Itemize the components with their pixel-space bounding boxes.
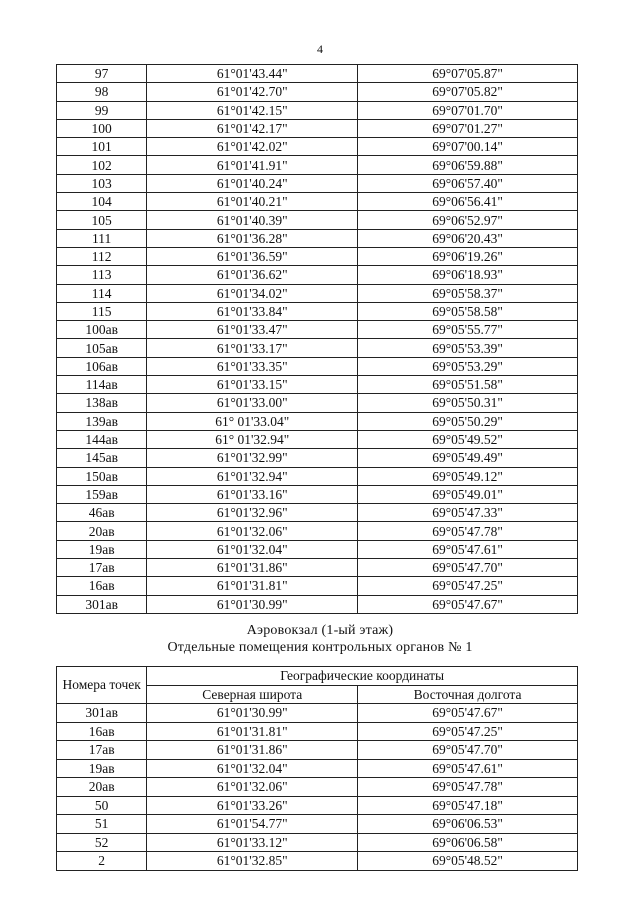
latitude-cell: 61°01'33.00" (147, 394, 358, 412)
point-number-cell: 98 (57, 83, 147, 101)
longitude-cell: 69°05'49.12" (358, 467, 578, 485)
latitude-cell: 61°01'31.81" (147, 722, 358, 741)
table-row (57, 357, 578, 375)
table-row (57, 796, 578, 815)
table-row (57, 174, 578, 192)
point-number-cell: 150ав (57, 467, 147, 485)
longitude-cell: 69°06'06.58" (358, 833, 578, 852)
longitude-cell: 69°06'19.26" (358, 247, 578, 265)
table-row (57, 467, 578, 485)
longitude-cell: 69°05'47.18" (358, 796, 578, 815)
longitude-cell: 69°05'47.25" (358, 577, 578, 595)
longitude-cell: 69°06'20.43" (358, 229, 578, 247)
latitude-cell: 61°01'32.99" (147, 449, 358, 467)
point-number-cell: 97 (57, 65, 147, 83)
point-number-cell: 301ав (57, 704, 147, 723)
point-number-cell: 138ав (57, 394, 147, 412)
longitude-cell: 69°07'05.82" (358, 83, 578, 101)
table-row (57, 156, 578, 174)
coordinates-table-top-body (57, 65, 578, 614)
longitude-cell: 69°05'58.58" (358, 302, 578, 320)
longitude-cell: 69°05'49.52" (358, 430, 578, 448)
point-number-cell: 144ав (57, 430, 147, 448)
longitude-cell: 69°05'53.39" (358, 339, 578, 357)
header-geo: Географические координаты (147, 667, 578, 686)
page-number: 4 (317, 42, 323, 56)
latitude-cell: 61°01'54.77" (147, 815, 358, 834)
latitude-cell: 61°01'36.28" (147, 229, 358, 247)
latitude-cell: 61°01'34.02" (147, 284, 358, 302)
latitude-cell: 61°01'32.94" (147, 467, 358, 485)
point-number-cell: 17ав (57, 741, 147, 760)
table-row (57, 266, 578, 284)
point-number-cell: 112 (57, 247, 147, 265)
header-row (57, 667, 578, 686)
longitude-cell: 69°06'52.97" (358, 211, 578, 229)
table-row (57, 247, 578, 265)
point-number-cell: 19ав (57, 540, 147, 558)
point-number-cell: 104 (57, 193, 147, 211)
table-row (57, 138, 578, 156)
longitude-cell: 69°05'47.78" (358, 522, 578, 540)
longitude-cell: 69°05'49.01" (358, 485, 578, 503)
latitude-cell: 61°01'32.04" (147, 759, 358, 778)
longitude-cell: 69°05'50.29" (358, 412, 578, 430)
latitude-cell: 61°01'32.06" (147, 522, 358, 540)
latitude-cell: 61°01'42.15" (147, 101, 358, 119)
table-row (57, 559, 578, 577)
point-number-cell: 50 (57, 796, 147, 815)
table-row (57, 412, 578, 430)
table-row (57, 759, 578, 778)
point-number-cell: 114ав (57, 376, 147, 394)
table-row (57, 577, 578, 595)
longitude-cell: 69°05'49.49" (358, 449, 578, 467)
latitude-cell: 61°01'32.85" (147, 852, 358, 871)
latitude-cell: 61° 01'33.04" (147, 412, 358, 430)
latitude-cell: 61°01'40.21" (147, 193, 358, 211)
longitude-cell: 69°05'47.78" (358, 778, 578, 797)
latitude-cell: 61°01'43.44" (147, 65, 358, 83)
table-row (57, 504, 578, 522)
table-row (57, 101, 578, 119)
table-row (57, 778, 578, 797)
table-row (57, 302, 578, 320)
longitude-cell: 69°07'00.14" (358, 138, 578, 156)
longitude-cell: 69°05'47.61" (358, 759, 578, 778)
coordinates-table-bottom-body (57, 704, 578, 871)
table-row (57, 394, 578, 412)
longitude-cell: 69°06'57.40" (358, 174, 578, 192)
point-number-cell: 52 (57, 833, 147, 852)
point-number-cell: 20ав (57, 778, 147, 797)
point-number-cell: 145ав (57, 449, 147, 467)
table-row (57, 211, 578, 229)
longitude-cell: 69°05'47.70" (358, 559, 578, 577)
header-points: Номера точек (57, 667, 147, 704)
table-row (57, 321, 578, 339)
latitude-cell: 61°01'31.86" (147, 741, 358, 760)
table-row (57, 722, 578, 741)
table-row (57, 376, 578, 394)
longitude-cell: 69°05'47.70" (358, 741, 578, 760)
latitude-cell: 61°01'33.35" (147, 357, 358, 375)
table-row (57, 119, 578, 137)
latitude-cell: 61°01'30.99" (147, 595, 358, 613)
point-number-cell: 99 (57, 101, 147, 119)
latitude-cell: 61°01'32.96" (147, 504, 358, 522)
point-number-cell: 17ав (57, 559, 147, 577)
latitude-cell: 61°01'36.59" (147, 247, 358, 265)
point-number-cell: 301ав (57, 595, 147, 613)
longitude-cell: 69°07'05.87" (358, 65, 578, 83)
point-number-cell: 115 (57, 302, 147, 320)
table-row (57, 522, 578, 540)
latitude-cell: 61°01'32.06" (147, 778, 358, 797)
point-number-cell: 46ав (57, 504, 147, 522)
latitude-cell: 61°01'31.81" (147, 577, 358, 595)
table-row (57, 83, 578, 101)
table-row (57, 704, 578, 723)
longitude-cell: 69°06'18.93" (358, 266, 578, 284)
latitude-cell: 61°01'33.26" (147, 796, 358, 815)
point-number-cell: 51 (57, 815, 147, 834)
latitude-cell: 61°01'42.70" (147, 83, 358, 101)
table-row (57, 229, 578, 247)
header-latitude: Северная широта (147, 685, 358, 704)
section-title: Аэровокзал (1-ый этаж) (246, 623, 394, 638)
point-number-cell: 113 (57, 266, 147, 284)
longitude-cell: 69°07'01.70" (358, 101, 578, 119)
longitude-cell: 69°06'59.88" (358, 156, 578, 174)
header-longitude: Восточная долгота (358, 685, 578, 704)
longitude-cell: 69°07'01.27" (358, 119, 578, 137)
table-row (57, 852, 578, 871)
longitude-cell: 69°06'06.53" (358, 815, 578, 834)
coordinates-table-bottom (56, 666, 578, 871)
latitude-cell: 61°01'33.16" (147, 485, 358, 503)
point-number-cell: 16ав (57, 577, 147, 595)
latitude-cell: 61°01'41.91" (147, 156, 358, 174)
latitude-cell: 61°01'33.15" (147, 376, 358, 394)
table-row (57, 485, 578, 503)
table-row (57, 339, 578, 357)
longitude-cell: 69°05'53.29" (358, 357, 578, 375)
longitude-cell: 69°05'58.37" (358, 284, 578, 302)
longitude-cell: 69°06'56.41" (358, 193, 578, 211)
table-row (57, 815, 578, 834)
latitude-cell: 61°01'42.17" (147, 119, 358, 137)
coordinates-table-bottom-header (57, 667, 578, 704)
longitude-cell: 69°05'47.67" (358, 595, 578, 613)
point-number-cell: 103 (57, 174, 147, 192)
point-number-cell: 20ав (57, 522, 147, 540)
table-row (57, 284, 578, 302)
latitude-cell: 61°01'40.39" (147, 211, 358, 229)
table-row (57, 741, 578, 760)
latitude-cell: 61°01'32.04" (147, 540, 358, 558)
table-row (57, 540, 578, 558)
point-number-cell: 102 (57, 156, 147, 174)
longitude-cell: 69°05'47.25" (358, 722, 578, 741)
point-number-cell: 106ав (57, 357, 147, 375)
latitude-cell: 61°01'33.17" (147, 339, 358, 357)
table-row (57, 430, 578, 448)
latitude-cell: 61°01'33.47" (147, 321, 358, 339)
point-number-cell: 19ав (57, 759, 147, 778)
latitude-cell: 61°01'31.86" (147, 559, 358, 577)
point-number-cell: 101 (57, 138, 147, 156)
latitude-cell: 61° 01'32.94" (147, 430, 358, 448)
point-number-cell: 2 (57, 852, 147, 871)
point-number-cell: 100ав (57, 321, 147, 339)
longitude-cell: 69°05'47.61" (358, 540, 578, 558)
longitude-cell: 69°05'48.52" (358, 852, 578, 871)
point-number-cell: 159ав (57, 485, 147, 503)
table-row (57, 833, 578, 852)
latitude-cell: 61°01'30.99" (147, 704, 358, 723)
latitude-cell: 61°01'36.62" (147, 266, 358, 284)
table-row (57, 595, 578, 613)
point-number-cell: 114 (57, 284, 147, 302)
point-number-cell: 111 (57, 229, 147, 247)
longitude-cell: 69°05'51.58" (358, 376, 578, 394)
latitude-cell: 61°01'42.02" (147, 138, 358, 156)
table-row (57, 193, 578, 211)
point-number-cell: 105ав (57, 339, 147, 357)
coordinates-table-top (56, 64, 578, 614)
latitude-cell: 61°01'40.24" (147, 174, 358, 192)
longitude-cell: 69°05'47.33" (358, 504, 578, 522)
point-number-cell: 139ав (57, 412, 147, 430)
latitude-cell: 61°01'33.12" (147, 833, 358, 852)
table-row (57, 65, 578, 83)
table-row (57, 449, 578, 467)
point-number-cell: 100 (57, 119, 147, 137)
longitude-cell: 69°05'47.67" (358, 704, 578, 723)
latitude-cell: 61°01'33.84" (147, 302, 358, 320)
longitude-cell: 69°05'55.77" (358, 321, 578, 339)
longitude-cell: 69°05'50.31" (358, 394, 578, 412)
point-number-cell: 105 (57, 211, 147, 229)
point-number-cell: 16ав (57, 722, 147, 741)
section-subtitle: Отдельные помещения контрольных органов № 1 (167, 640, 473, 655)
